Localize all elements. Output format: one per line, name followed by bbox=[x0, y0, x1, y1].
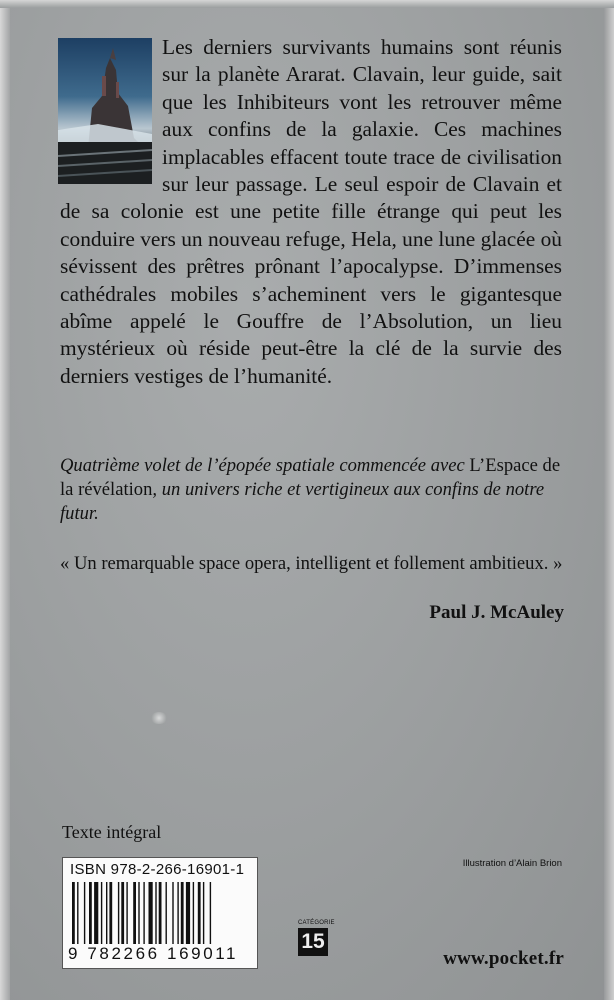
series-note-intro: Quatrième volet de l’épopée spatiale commencée avec bbox=[60, 455, 470, 476]
barcode-digits: 9 782266 169011 bbox=[68, 944, 239, 963]
series-first-title: L’Espace de la révélation bbox=[60, 455, 561, 500]
publisher-website: www.pocket.fr bbox=[443, 948, 564, 969]
synopsis-paragraph bbox=[60, 34, 562, 390]
unabridged-label: Texte intégral bbox=[62, 822, 162, 842]
illustration-credit: Illustration d’Alain Brion bbox=[462, 858, 562, 869]
cover-edge-left bbox=[0, 0, 10, 1000]
cover-scuff bbox=[150, 712, 168, 724]
isbn-label: ISBN 978-2-266-16901-1 bbox=[70, 861, 245, 878]
barcode-icon bbox=[72, 882, 248, 944]
quote-author: Paul J. McAuley bbox=[429, 602, 564, 623]
category-number: 15 bbox=[298, 928, 328, 956]
cover-edge-right bbox=[604, 0, 614, 1000]
review-quote: « Un remarquable space opera, intelligent et follement ambitieux. » bbox=[60, 553, 563, 574]
thumbnail-float-spacer bbox=[60, 34, 162, 190]
series-note bbox=[60, 454, 565, 526]
series-note-outro: , un univers riche et vertigineux aux confins de notre futur. bbox=[60, 479, 545, 524]
cover-edge-top bbox=[0, 0, 614, 8]
price-category bbox=[298, 920, 335, 964]
category-label: CATÉGORIE bbox=[298, 920, 335, 926]
synopsis-text: Les derniers survivants humains sont réunis sur la planète Ararat. Clavain, leur guide, sait que les Inhibiteurs vont les retrouver même aux confins de la galaxie. Ces machines implacables effacent toute trace de civilisation sur leur passage. Le seul espoir de Clavain et de sa colonie est une petite fille étrange qui peut les conduire vers un nouveau refuge, Hela, une lune glacée où sévissent des prêtres prônant l’apocalypse. D’immenses cathédrales mobiles s’acheminent vers le gigantesque abîme appelé le Gouffre de l’Absolution, un lieu mystérieux où réside peut-être la clé de la survie des derniers vestiges de l’humanité. bbox=[60, 35, 562, 388]
